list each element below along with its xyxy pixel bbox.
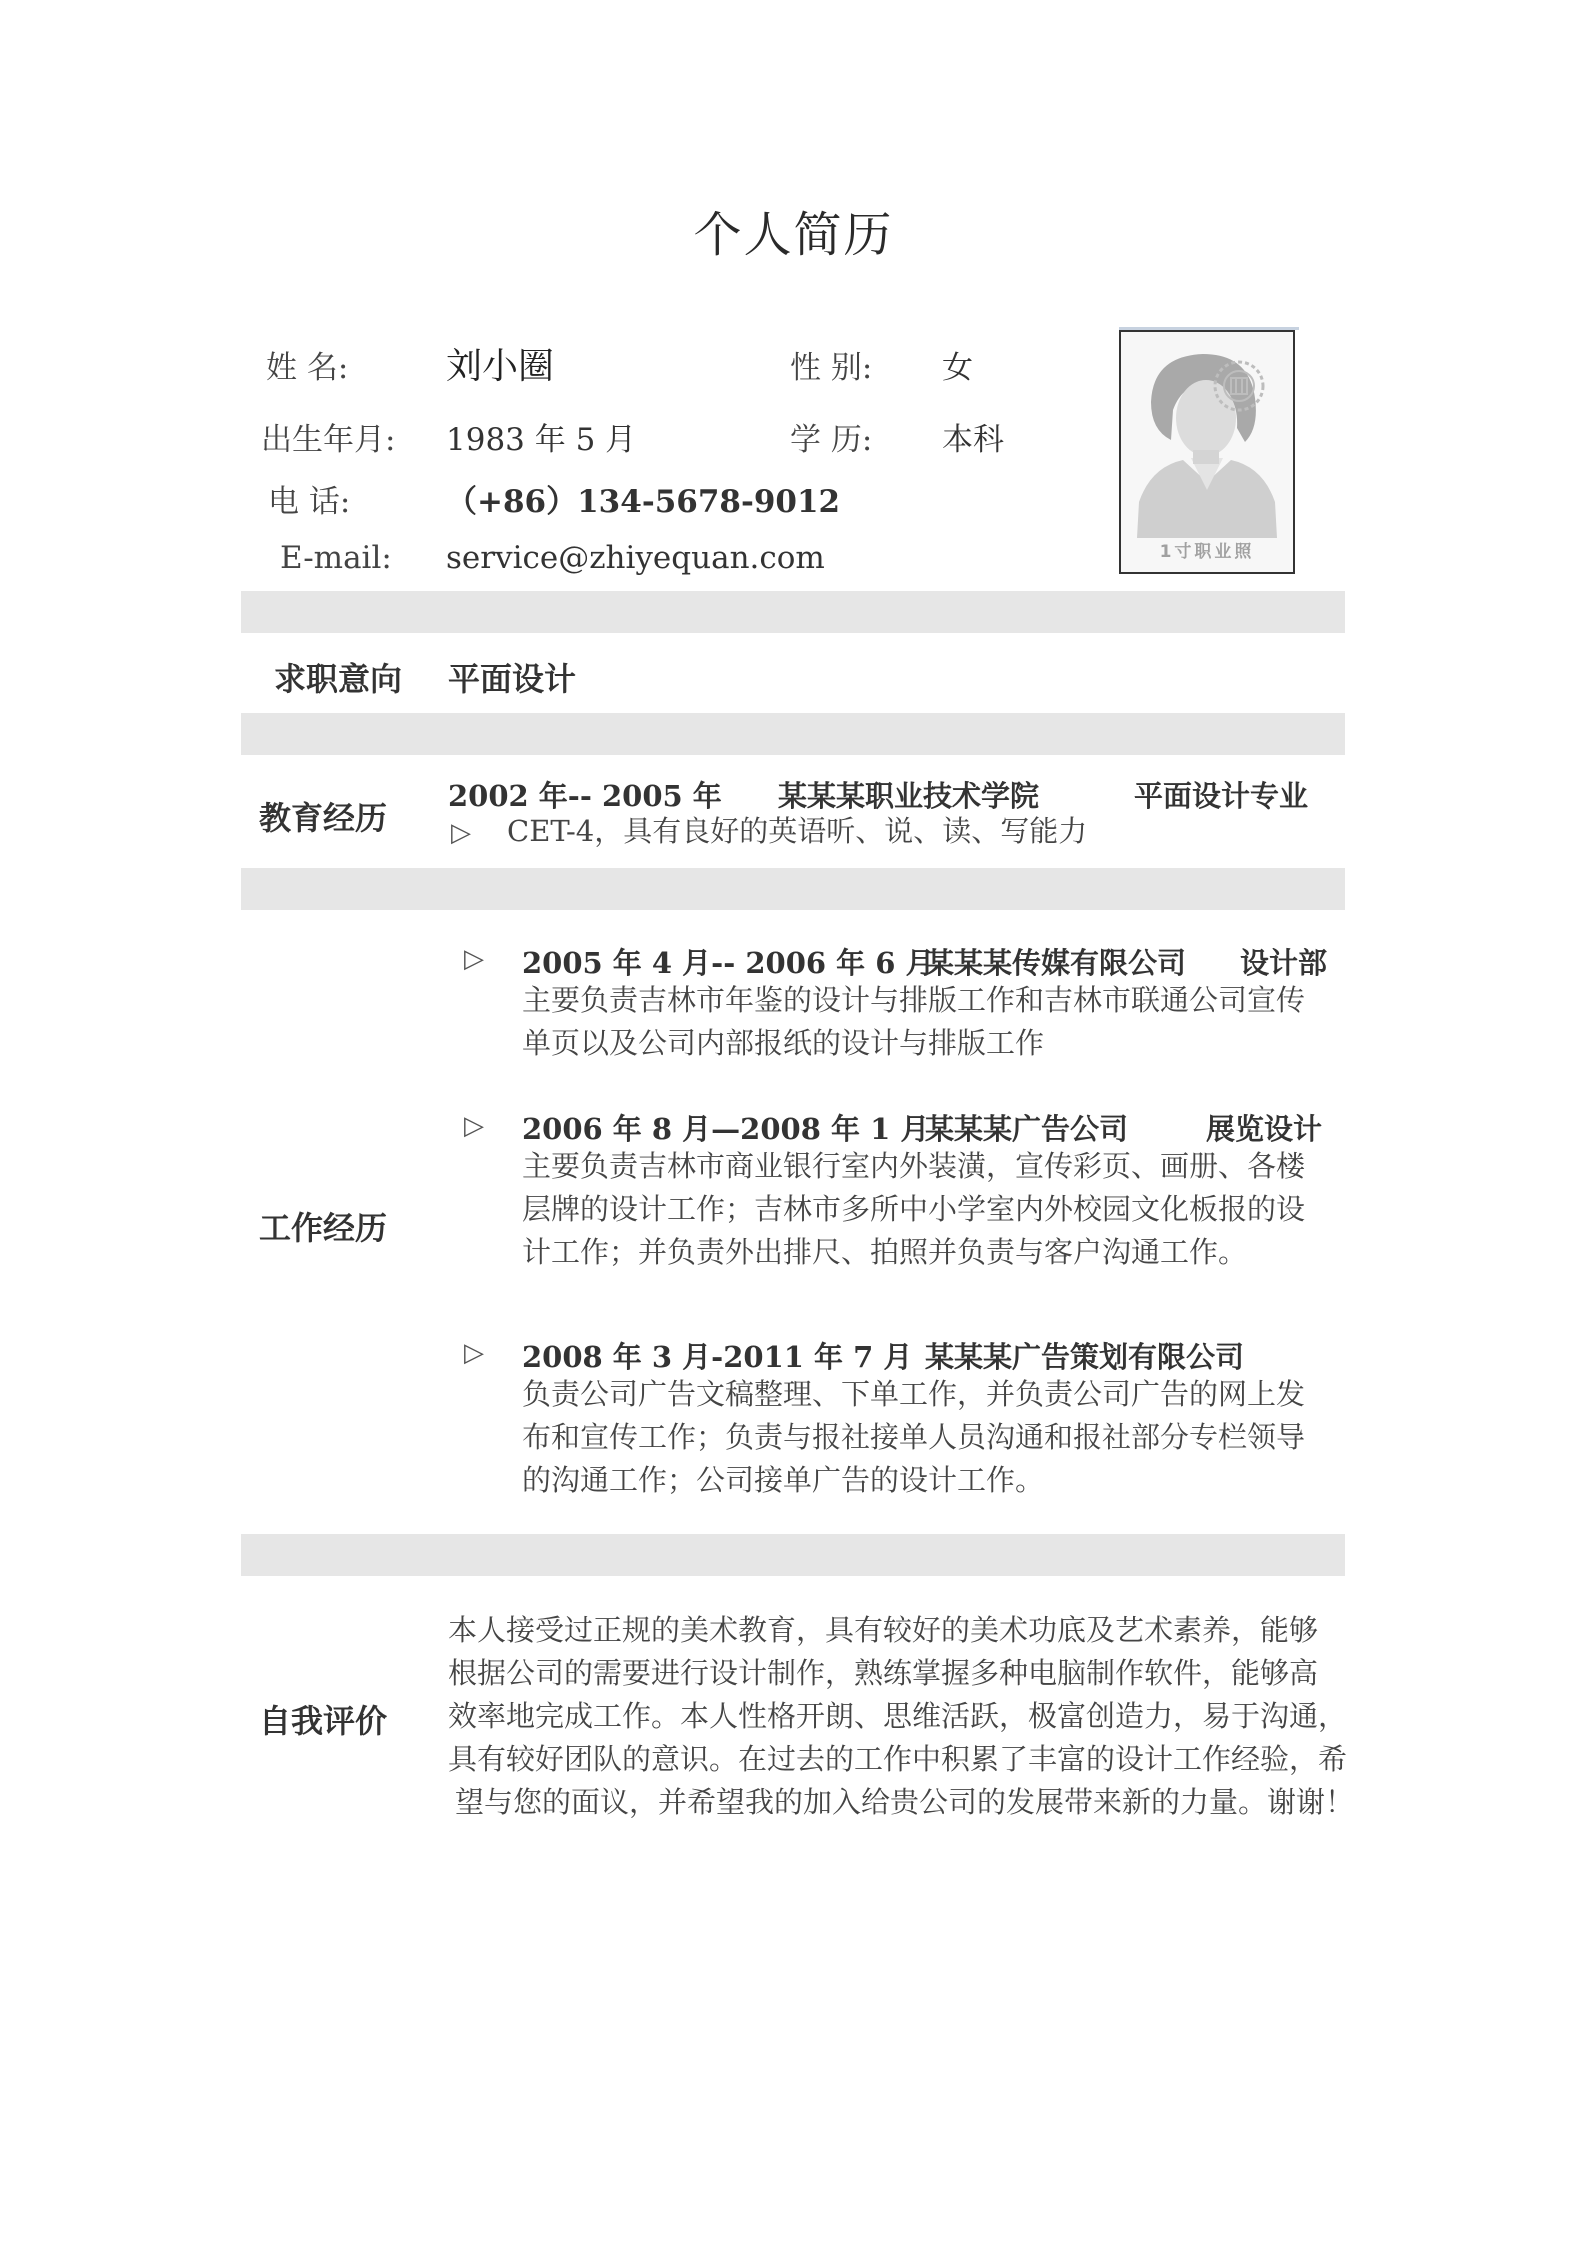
- work-desc-line: 主要负责吉林市商业银行室内外装潢，宣传彩页、画册、各楼: [522, 1149, 1306, 1183]
- gender-value: 女: [942, 350, 973, 386]
- page-title: 个人简历: [693, 207, 894, 263]
- work-bullet: ▷: [464, 1338, 484, 1368]
- work-desc-line: 的沟通工作；公司接单广告的设计工作。: [522, 1463, 1045, 1497]
- work-company: 某某某广告公司: [925, 1112, 1129, 1146]
- name-label: 姓 名:: [266, 350, 349, 386]
- work-desc-line: 布和宣传工作；负责与报社接单人员沟通和报社部分专栏领导: [522, 1420, 1306, 1454]
- intent-label: 求职意向: [274, 660, 403, 698]
- work-period: 2005 年 4 月-- 2006 年 6 月: [522, 946, 935, 980]
- work-company: 某某某传媒有限公司: [925, 946, 1187, 980]
- photo-placeholder: [1119, 330, 1295, 574]
- work-bullet: ▷: [464, 944, 484, 974]
- self-eval-line: 具有较好团队的意识。在过去的工作中积累了丰富的设计工作经验，希: [448, 1742, 1348, 1776]
- education-note: CET-4，具有良好的英语听、说、读、写能力: [507, 814, 1088, 848]
- email-value: service@zhiyequan.com: [446, 540, 825, 576]
- section-divider: [241, 868, 1345, 910]
- gender-label: 性 别:: [790, 350, 873, 386]
- education-level-label: 学 历:: [790, 422, 873, 458]
- self-eval-label: 自我评价: [259, 1702, 388, 1740]
- work-dept: 设计部: [1240, 946, 1328, 980]
- phone-value: （+86）134-5678-9012: [446, 484, 841, 520]
- name-value: 刘小圈: [446, 346, 555, 387]
- work-desc-line: 单页以及公司内部报纸的设计与排版工作: [522, 1026, 1045, 1060]
- work-dept: 展览设计: [1206, 1112, 1323, 1146]
- self-eval-line: 效率地完成工作。本人性格开朗、思维活跃，极富创造力，易于沟通，: [448, 1699, 1348, 1733]
- section-divider: [241, 591, 1345, 633]
- section-divider: [241, 713, 1345, 755]
- education-major: 平面设计专业: [1134, 779, 1309, 813]
- email-label: E-mail:: [280, 540, 392, 576]
- birth-label: 出生年月:: [261, 422, 396, 458]
- work-desc-line: 主要负责吉林市年鉴的设计与排版工作和吉林市联通公司宣传: [522, 983, 1306, 1017]
- birth-value: 1983 年 5 月: [446, 422, 637, 458]
- education-section-label: 教育经历: [259, 799, 388, 837]
- work-section-label: 工作经历: [259, 1209, 388, 1247]
- work-desc-line: 负责公司广告文稿整理、下单工作，并负责公司广告的网上发: [522, 1377, 1306, 1411]
- work-bullet: ▷: [464, 1111, 484, 1141]
- work-period: 2006 年 8 月—2008 年 1 月: [522, 1112, 930, 1146]
- self-eval-line: 根据公司的需要进行设计制作，熟练掌握多种电脑制作软件，能够高: [448, 1656, 1319, 1690]
- photo-caption: 1寸职业照: [1159, 542, 1255, 562]
- work-period: 2008 年 3 月-2011 年 7 月: [522, 1340, 913, 1374]
- intent-value: 平面设计: [448, 660, 577, 698]
- phone-label: 电 话:: [268, 484, 351, 520]
- education-level-value: 本科: [942, 422, 1004, 458]
- self-eval-line: 望与您的面议，并希望我的加入给贵公司的发展带来新的力量。谢谢！: [455, 1785, 1355, 1819]
- work-desc-line: 层牌的设计工作；吉林市多所中小学室内外校园文化板报的设: [522, 1192, 1306, 1226]
- self-eval-line: 本人接受过正规的美术教育，具有较好的美术功底及艺术素养，能够: [448, 1613, 1319, 1647]
- section-divider: [241, 1534, 1345, 1576]
- education-period: 2002 年-- 2005 年: [448, 779, 722, 813]
- person-placeholder-icon: [1121, 332, 1293, 572]
- education-bullet: ▷: [451, 818, 471, 848]
- work-desc-line: 计工作；并负责外出排尺、拍照并负责与客户沟通工作。: [522, 1235, 1248, 1269]
- education-school: 某某某职业技术学院: [778, 779, 1040, 813]
- work-company: 某某某广告策划有限公司: [925, 1340, 1245, 1374]
